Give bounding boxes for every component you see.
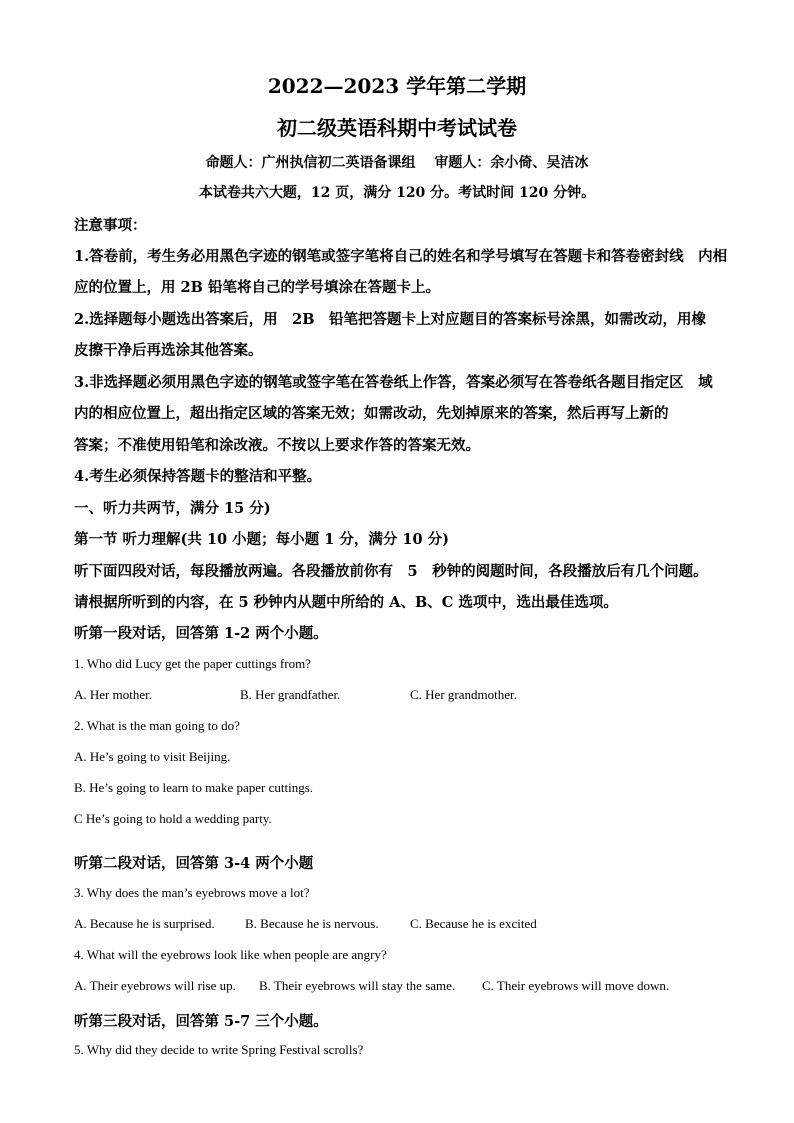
option-b: B. Her grandfather. <box>240 687 341 702</box>
part-heading: 第一节 听力理解(共 10 小题；每小题 1 分，满分 10 分) <box>74 531 450 548</box>
notes-line-5: 3.非选择题必须用黑色字迹的钢笔或签字笔在答卷纸上作答，答案必须写在答卷纸各题目指定区 域 <box>74 374 713 391</box>
question-1-options <box>74 687 517 703</box>
question-5: 5. Why did they decide to write Spring Festival scrolls? <box>74 1042 364 1057</box>
notes-line-2: 应的位置上，用 2B 铅笔将自己的学号填涂在答题卡上。 <box>74 279 440 296</box>
notes-heading: 注意事项： <box>74 217 147 234</box>
dialog-heading-2: 听第二段对话，回答第 3-4 两个小题 <box>74 855 314 872</box>
question-3-options <box>74 916 537 932</box>
question-4: 4. What will the eyebrows look like when people are angry? <box>74 947 387 962</box>
option-c: C. Because he is excited <box>410 916 537 931</box>
notes-line-3: 2.选择题每小题选出答案后，用 2B 铅笔把答题卡上对应题目的答案标号涂黑，如需改动，用橡 <box>74 311 706 328</box>
notes-line-1: 1.答卷前，考生务必用黑色字迹的钢笔或签字笔将自己的姓名和学号填写在答题卡和答卷密封线 内相 <box>74 248 728 265</box>
notes-line-7: 答案；不准使用铅笔和涂改液。不按以上要求作答的答案无效。 <box>74 437 480 454</box>
question-3: 3. Why does the man’s eyebrows move a lot? <box>74 885 310 900</box>
exam-info: 本试卷共六大题，12 页，满分 120 分。考试时间 120 分钟。 <box>198 185 596 201</box>
notes-line-6: 内的相应位置上，超出指定区域的答案无效；如需改动，先划掉原来的答案，然后再写上新的 <box>74 405 669 422</box>
option-a: A. Because he is surprised. <box>74 916 215 931</box>
instruction-line-2: 请根据所听到的内容，在 5 秒钟内从题中所给的 A、B、C 选项中，选出最佳选项。 <box>74 594 618 611</box>
option-b: B. Because he is nervous. <box>245 916 379 931</box>
notes-line-4: 皮擦干净后再选涂其他答案。 <box>74 342 263 359</box>
question-1: 1. Who did Lucy get the paper cuttings from? <box>74 656 311 671</box>
question-2-option-c: C He’s going to hold a wedding party. <box>74 811 272 826</box>
instruction-line-1: 听下面四段对话，每段播放两遍。各段播放前你有 5 秒钟的阅题时间，各段播放后有几个问题。 <box>74 563 708 580</box>
exam-authors: 命题人：广州执信初二英语备课组 审题人：余小倚、吴洁冰 <box>205 155 589 171</box>
section-heading: 一、听力共两节，满分 15 分) <box>74 500 271 517</box>
dialog-heading-1: 听第一段对话，回答第 1-2 两个小题。 <box>74 625 328 642</box>
option-a: A. Their eyebrows will rise up. <box>74 978 236 993</box>
dialog-heading-3: 听第三段对话，回答第 5-7 三个小题。 <box>74 1013 328 1030</box>
option-b: B. Their eyebrows will stay the same. <box>259 978 456 993</box>
question-2-option-a: A. He’s going to visit Beijing. <box>74 749 231 764</box>
question-2: 2. What is the man going to do? <box>74 718 240 733</box>
question-2-option-b: B. He’s going to learn to make paper cuttings. <box>74 780 314 795</box>
option-c: C. Their eyebrows will move down. <box>482 978 670 993</box>
question-4-options <box>74 978 669 994</box>
option-c: C. Her grandmother. <box>410 687 517 702</box>
exam-title: 初二级英语科期中考试试卷 <box>277 116 517 140</box>
exam-year-title: 2022—2023 学年第二学期 <box>267 74 527 98</box>
notes-line-8: 4.考生必须保持答题卡的整洁和平整。 <box>74 468 322 485</box>
option-a: A. Her mother. <box>74 687 152 702</box>
